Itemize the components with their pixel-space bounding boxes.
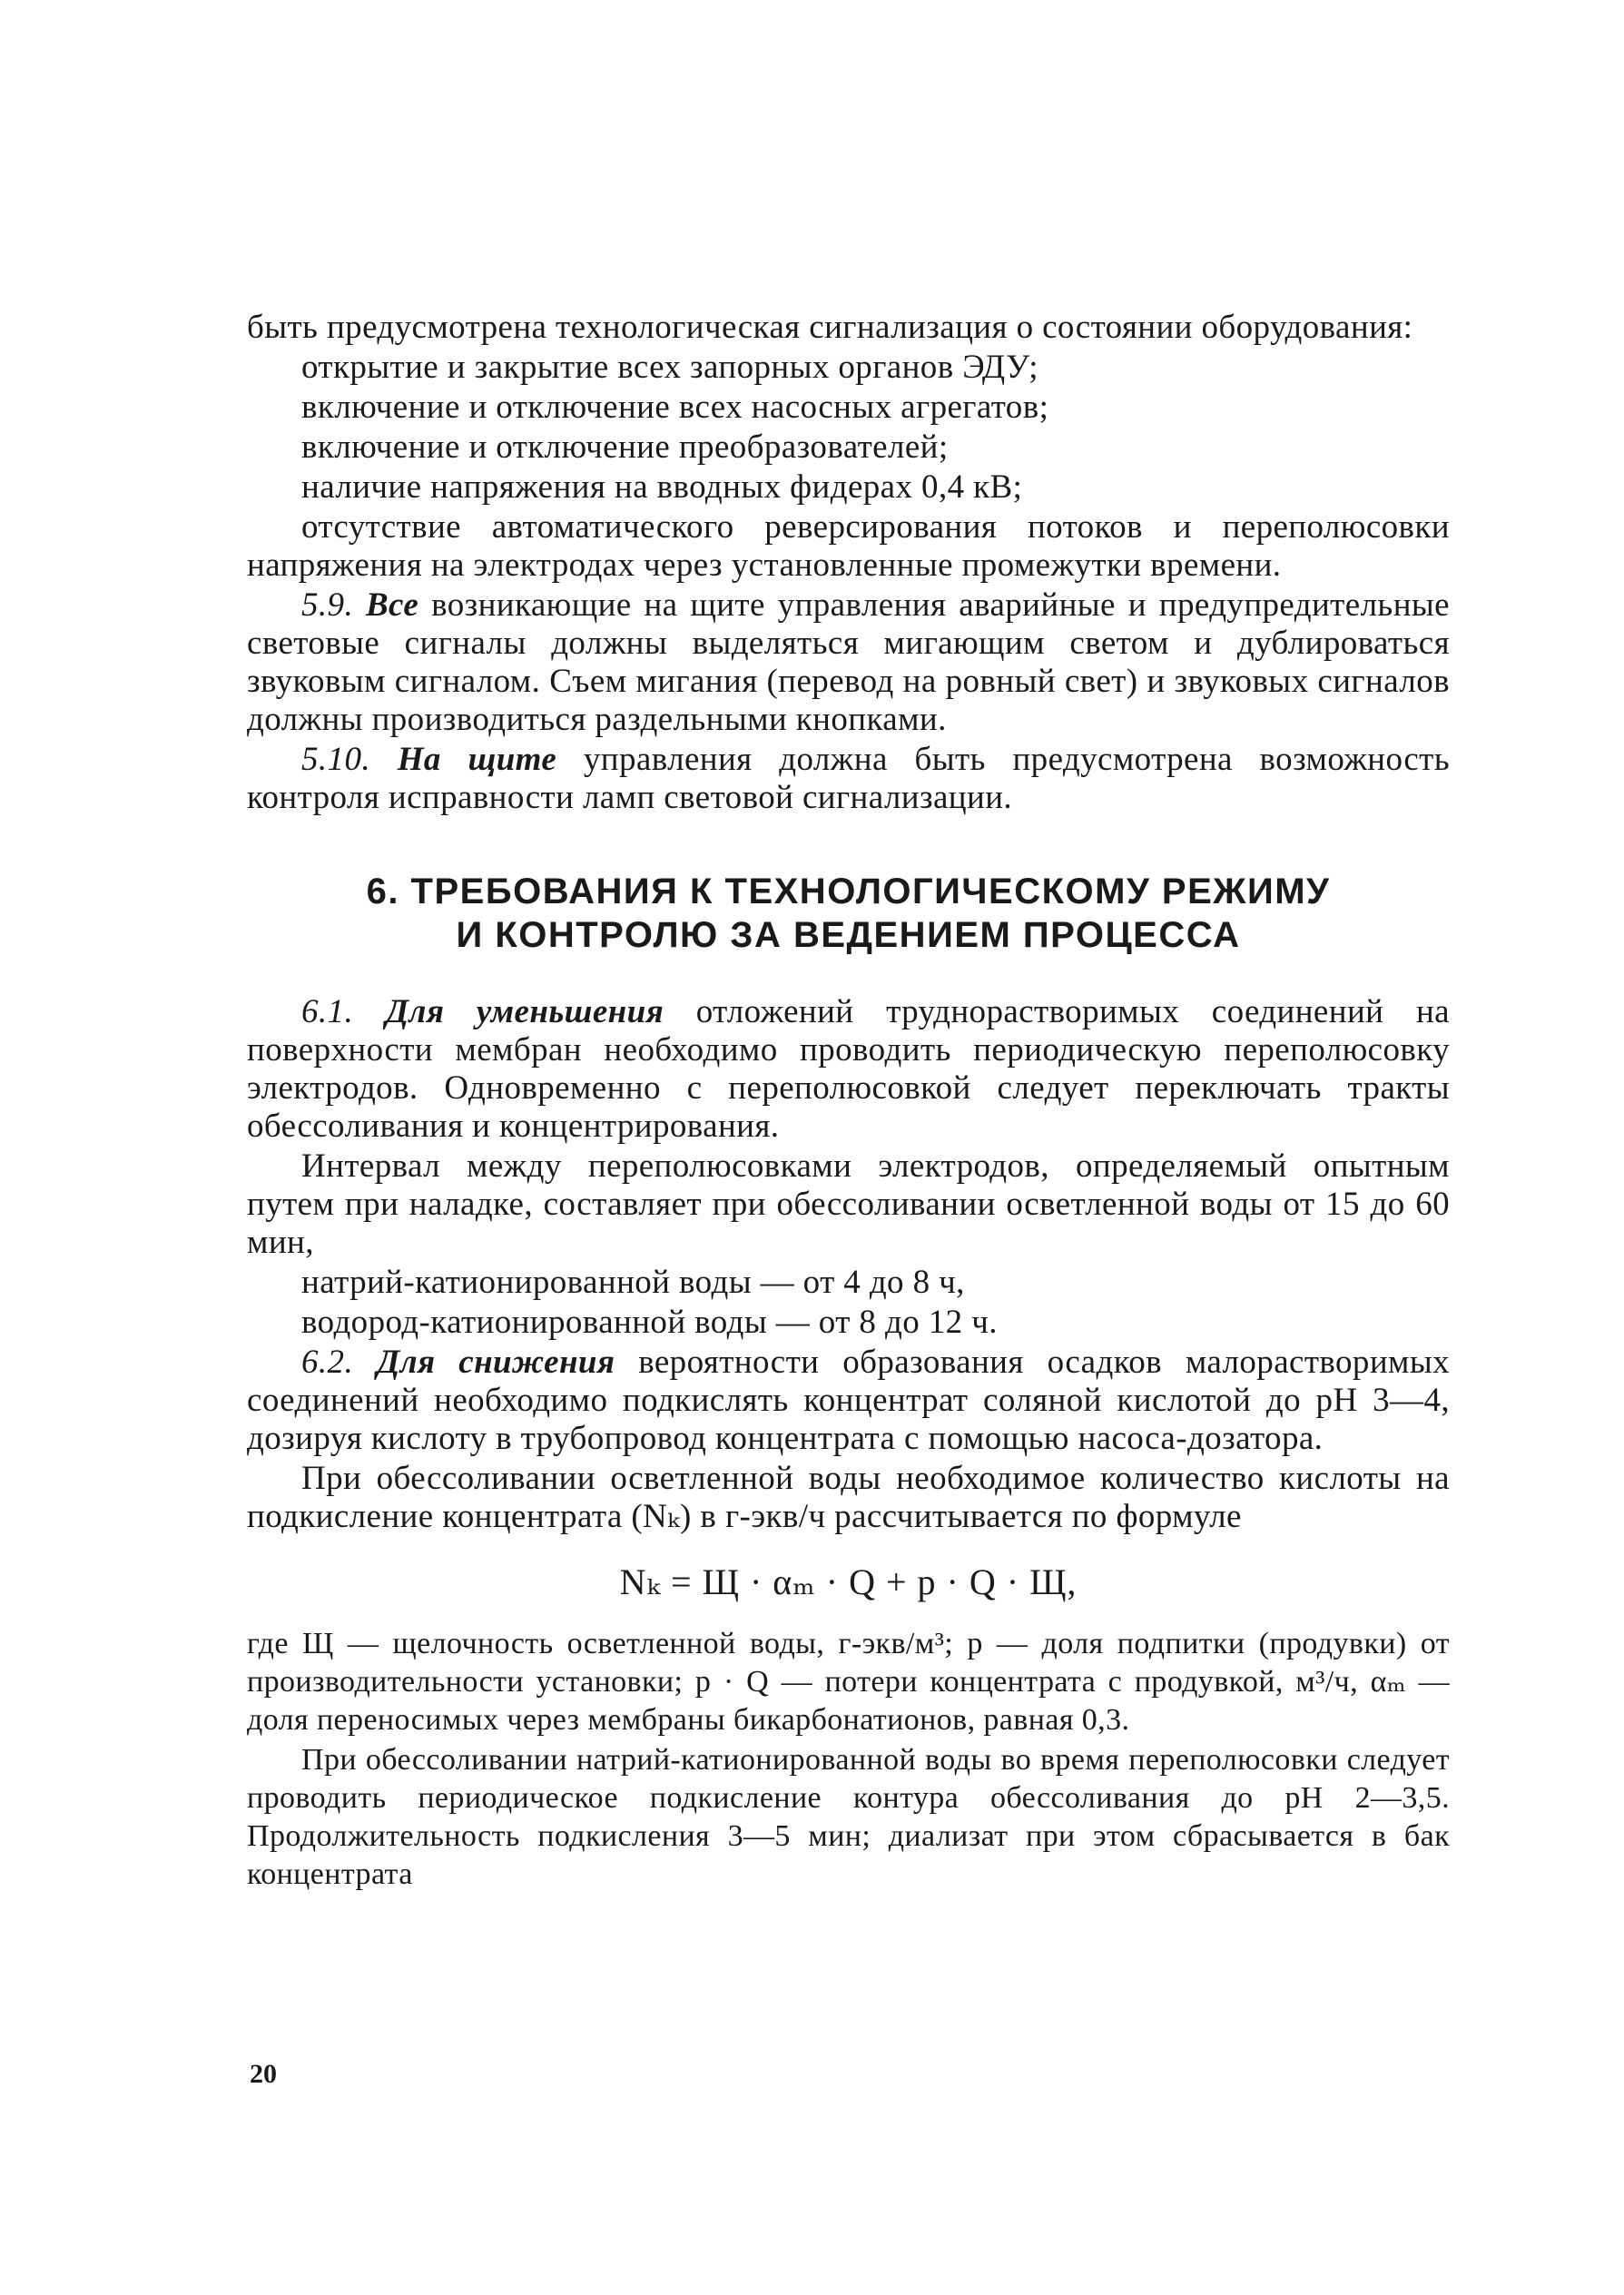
clause-number: 6.2. (301, 1344, 354, 1381)
clause-number: 5.9. (301, 586, 354, 624)
paragraph-formula-legend: где Щ — щелочность осветленной воды, г-экв/м³; p — доля подпитки (продувки) от производительности установки; p · Q — потери концентрата с продувкой, м³/ч, αₘ — доля переносимых через мембраны бикарбонатионов, равная 0,3. (247, 1627, 1450, 1737)
clause-text: вероятности образования осадков малорастворимых соединений необходимо подкислять концентрат соляной кислотой до pH 3—4, дозируя кислоту в трубопровод концентрата с помощью насоса-дозатора. (247, 1344, 1450, 1457)
formula: Nₖ = Щ · αₘ · Q + p · Q · Щ, (619, 1561, 1078, 1602)
clause-lead: Для уменьшения (385, 993, 664, 1030)
clause-text: возникающие на щите управления аварийные и предупредительные световые сигналы должны выделяться мигающим светом и дублироваться звуковым сигналом. Съем мигания (перевод на ровный свет) и звуковых сигналов должны производиться раздельными кнопками. (247, 586, 1450, 738)
section-heading-line-2: И КОНТРОЛЮ ЗА ВЕДЕНИЕМ ПРОЦЕССА (456, 915, 1241, 955)
paragraph-formula-intro: При обессоливании осветленной воды необходимое количество кислоты на подкисление концентрата (Nₖ) в г-экв/ч рассчитывается по формуле (247, 1460, 1450, 1535)
clause-5-9 (247, 586, 1450, 739)
clause-5-10 (247, 741, 1450, 817)
clause-number: 6.1. (301, 993, 354, 1030)
clause-text: отложений труднорастворимых соединений на поверхности мембран необходимо проводить периодическую переполюсовку электродов. Одновременно с переполюсовкой следует переключать тракты обессоливания и концентрирования. (247, 993, 1450, 1145)
list-item: натрий-катионированной воды — от 4 до 8 ч, (301, 1264, 965, 1301)
paragraph-intro: быть предусмотрена технологическая сигнализация о состоянии оборудования: (247, 309, 1413, 346)
clause-number: 5.10. (301, 741, 370, 778)
clause-6-2 (247, 1344, 1450, 1458)
paragraph-interval: Интервал между переполюсовками электродов, определяемый опытным путем при наладке, составляет при обессоливании осветленной воды от 15 до 60 мин, (247, 1148, 1450, 1261)
clause-6-1 (247, 993, 1450, 1146)
list-item: включение и отключение всех насосных агрегатов; (301, 389, 1049, 426)
document-page (247, 309, 1450, 1896)
clause-lead: Все (365, 586, 419, 624)
page-number: 20 (250, 2059, 277, 2089)
list-item: наличие напряжения на вводных фидерах 0,4 кВ; (301, 468, 1023, 506)
list-item: водород-катионированной воды — от 8 до 12 ч. (301, 1304, 998, 1341)
clause-text: управления должна быть предусмотрена возможность контроля исправности ламп световой сигнализации. (247, 741, 1450, 816)
paragraph-last: При обессоливании натрий-катионированной воды во время переполюсовки следует проводить периодическое подкисление контура обессоливания до pH 2—3,5. Продолжительность подкисления 3—5 мин; диализат при этом сбрасывается в бак концентрата (247, 1743, 1450, 1891)
section-heading-line-1: 6. ТРЕБОВАНИЯ К ТЕХНОЛОГИЧЕСКОМУ РЕЖИМУ (366, 872, 1331, 911)
list-item: отсутствие автоматического реверсирования потоков и переполюсовки напряжения на электродах через установленные промежутки времени. (247, 508, 1450, 584)
clause-lead: На щите (397, 741, 557, 778)
section-heading (247, 870, 1450, 957)
list-item: открытие и закрытие всех запорных органов ЭДУ; (301, 349, 1038, 386)
list-item: включение и отключение преобразователей; (301, 428, 949, 466)
clause-lead: Для снижения (376, 1344, 615, 1381)
